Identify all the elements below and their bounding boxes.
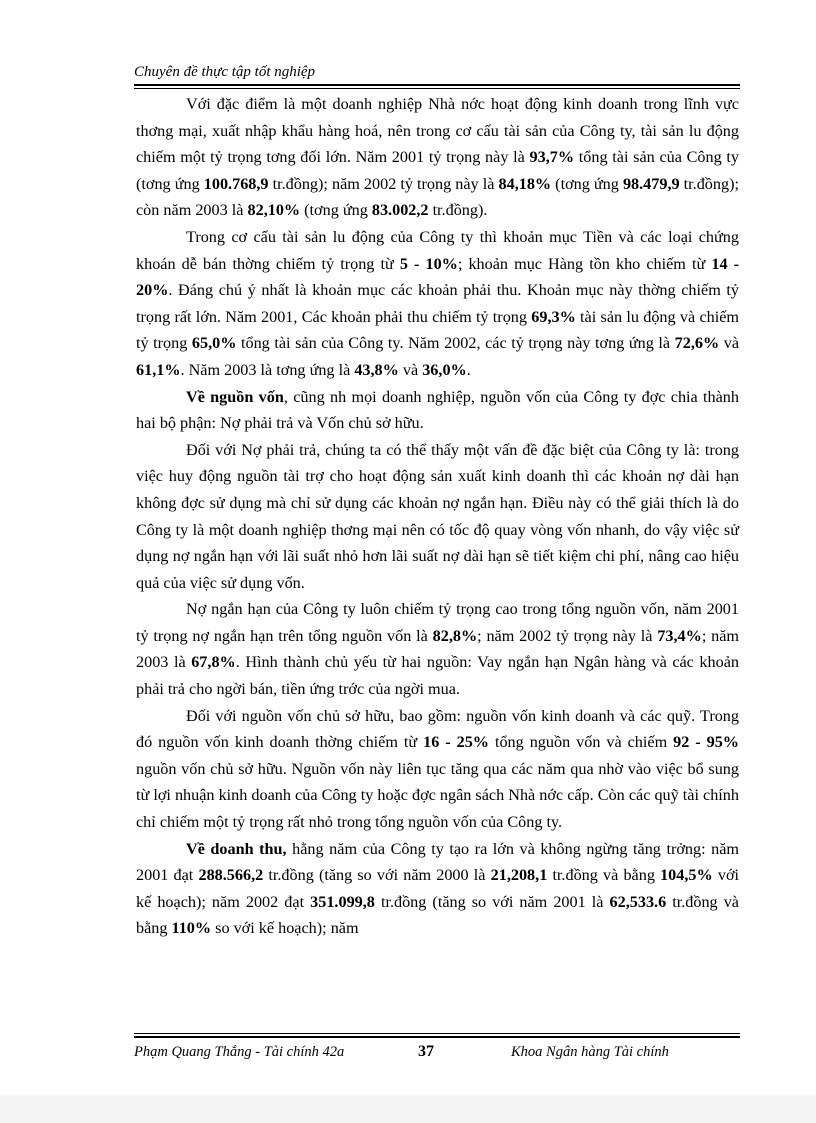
text-run: (tơng ứng (551, 174, 623, 193)
text-run: và (398, 360, 423, 379)
bold-text: 36,0% (422, 360, 467, 379)
page-bottom-margin (0, 1095, 816, 1123)
text-run: ; năm 2003 là (136, 626, 739, 672)
text-run: và (719, 334, 740, 353)
text-run: Trong cơ cấu tài sản lu động của Công ty thì khoản mục Tiền và các loại chứng khoán dễ bán thờng chiếm tỷ trọng từ (136, 227, 739, 273)
bold-text: 351.099,8 (310, 892, 375, 911)
bold-text: 5 - 10% (399, 254, 458, 273)
text-run: tr.đồng (tăng so với năm 2000 là (263, 866, 491, 885)
text-run: (tơng ứng (300, 201, 372, 220)
bold-text: 82,8% (432, 626, 478, 645)
text-run: tr.đồng). (428, 201, 488, 220)
bold-text: 84,18% (498, 174, 552, 193)
text-run: Đối với Nợ phải trả, chúng ta có thể thấy một vấn đề đặc biệt của Công ty là: trong việc huy động nguồn tài trợ cho hoạt động sản xuất kinh doanh thì các khoản nợ dài hạn không đợc sử dụng mà chỉ sử dụng các khoản nợ ngắn hạn. Điều này có thể giải thích là do Công ty là một doanh nghiệp thơng mại nên có tốc độ quay vòng vốn nhanh, do vậy việc sử dụng nợ ngắn hạn với lãi suất nhỏ hơn lãi suất nợ dài hạn sẽ tiết kiệm chi phí, nâng cao hiệu quả của việc sử dụng vốn. (136, 440, 739, 592)
text-run: . Đáng chú ý nhất là khoản mục các khoản phải thu. Khoản mục này thờng chiếm tỷ trọng rất lớn. Năm 2001, Các khoản phải thu chiếm tỷ trọng (136, 281, 739, 326)
footer-rule (134, 1033, 740, 1034)
text-run: . Năm 2003 là tơng ứng là (180, 360, 355, 379)
text-run: Với đặc điểm là một doanh nghiệp Nhà nớc hoạt động kinh doanh trong lĩnh vực thơng mại, xuất nhập khẩu hàng hoá, nên trong cơ cấu tài sản của Công ty, tài sản lu động chiếm một tỷ trọng tơng đối lớn. Năm 2001 tỷ trọng này là (136, 95, 739, 167)
bold-text: 21,208,1 (490, 866, 548, 885)
bold-text: 104,5% (660, 866, 713, 885)
paragraph (136, 224, 739, 384)
paragraph (136, 703, 739, 836)
header-rule (134, 84, 740, 86)
header-title: Chuyên đề thực tập tốt nghiệp (134, 64, 316, 80)
text-run: hằng năm của Công ty tạo ra lớn và không ngừng tăng trởng: năm 2001 đạt (136, 839, 739, 885)
page-number: 37 (418, 1043, 434, 1060)
bold-text: 98.479,9 (622, 174, 680, 193)
paragraph (136, 91, 739, 224)
text-run: tổng nguồn vốn và chiếm (489, 733, 674, 752)
text-run: với kế hoạch); năm 2002 đạt (136, 866, 739, 911)
text-run: tổng tài sản của Công ty (tơng ứng (136, 148, 740, 193)
text-run: tr.đồng); còn năm 2003 là (136, 174, 739, 220)
bold-text: 100.768,9 (203, 174, 269, 193)
paragraph (136, 596, 739, 702)
bold-text: Về nguồn vốn (186, 387, 284, 406)
bold-text: 92 - 95% (673, 733, 739, 752)
text-run: Nợ ngắn hạn của Công ty luôn chiếm tỷ trọng cao trong tổng nguồn vốn, năm 2001 tỷ trọng nợ ngắn hạn trên tổng nguồn vốn là (136, 600, 739, 645)
text-run: tài sản lu động và chiếm tỷ trọng (136, 307, 740, 353)
text-run: so với kế hoạch); năm (211, 919, 359, 938)
text-run: ; năm 2002 tỷ trọng này là (477, 626, 658, 645)
bold-text: 73,4% (657, 626, 702, 645)
bold-text: 110% (171, 919, 212, 938)
text-run: tổng tài sản của Công ty. Năm 2002, các tỷ trọng này tơng ứng là (236, 334, 675, 353)
footer-author: Phạm Quang Thắng - Tài chính 42a (134, 1044, 345, 1060)
text-run: . (466, 360, 471, 379)
paragraph (136, 437, 739, 597)
bold-text: 61,1% (136, 360, 181, 379)
text-run: ; khoản mục Hàng tồn kho chiếm từ (457, 254, 712, 273)
text-run: nguồn vốn chủ sở hữu. Nguồn vốn này liên tục tăng qua các năm qua nhờ vào việc bổ sung từ lợi nhuận kinh doanh của Công ty hoặc đợc ngân sách Nhà nớc cấp. Còn các quỹ tài chính chỉ chiếm một tỷ trọng rất nhỏ trong tổng nguồn vốn của Công ty. (136, 759, 739, 832)
footer-faculty: Khoa Ngân hàng Tài chính (511, 1044, 669, 1060)
bold-text: 72,6% (674, 334, 720, 353)
bold-text: 65,0% (191, 334, 237, 353)
bold-text: Về doanh thu, (186, 839, 287, 858)
bold-text: 14 - 20% (136, 254, 740, 300)
bold-text: 82,10% (247, 201, 301, 220)
text-run: . Hình thành chủ yếu từ hai nguồn: Vay ngắn hạn Ngân hàng và các khoản phải trả cho ngời bán, tiền ứng trớc của ngời mua. (136, 653, 739, 699)
text-run: tr.đồng); năm 2002 tỷ trọng này là (268, 174, 499, 193)
bold-text: 62,533.6 (609, 892, 667, 911)
header-rule-thin (134, 88, 740, 89)
bold-text: 67,8% (191, 653, 236, 672)
text-run: tr.đồng (tăng so với năm 2001 là (374, 892, 610, 911)
text-run: Đối với nguồn vốn chủ sở hữu, bao gồm: nguồn vốn kinh doanh và các quỹ. Trong đó nguồn vốn kinh doanh thờng chiếm từ (136, 706, 739, 752)
text-run: tr.đồng và bằng (136, 892, 739, 938)
bold-text: 93,7% (529, 148, 575, 167)
text-run: , cũng nh mọi doanh nghiệp, nguồn vốn của Công ty đợc chia thành hai bộ phận: Nợ phải trả và Vốn chủ sở hữu. (136, 387, 739, 433)
paragraph (136, 836, 739, 942)
document-body (136, 91, 739, 942)
bold-text: 69,3% (531, 307, 576, 326)
bold-text: 43,8% (354, 360, 399, 379)
bold-text: 288.566,2 (198, 866, 264, 885)
footer-rule-thick (134, 1036, 740, 1038)
bold-text: 83.002,2 (371, 201, 429, 220)
bold-text: 16 - 25% (423, 733, 489, 752)
paragraph (136, 384, 739, 437)
text-run: tr.đồng và bằng (547, 866, 661, 885)
